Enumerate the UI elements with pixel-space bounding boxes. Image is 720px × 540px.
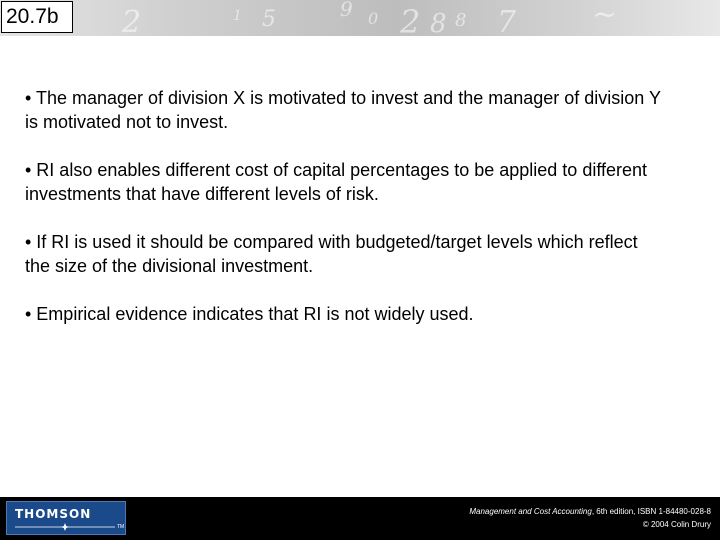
header-digit: 1 — [233, 8, 242, 24]
header-digit: 8 — [455, 10, 467, 31]
citation-book-title: Management and Cost Accounting — [469, 507, 592, 516]
book-citation — [469, 505, 711, 531]
bullet-item: • If RI is used it should be compared with budgeted/target levels which reflect the size of the divisional investment. — [25, 232, 638, 276]
header-digit: 2 — [122, 5, 142, 36]
footer-banner — [0, 497, 720, 540]
slide-number: 20.7b — [1, 1, 73, 33]
citation-copyright: © 2004 Colin Drury — [642, 520, 711, 529]
bullet-item: • The manager of division X is motivated to invest and the manager of division Y is motivated not to invest. — [25, 88, 661, 132]
header-digit: 2 — [400, 3, 421, 36]
header-digit: 0 — [368, 9, 379, 28]
citation-edition: , 6th edition, ISBN 1-84480-028-8 — [591, 507, 711, 516]
header-banner — [0, 0, 720, 36]
logo-wordmark: THOMSON — [15, 507, 92, 521]
logo-trademark: TM — [117, 524, 125, 530]
header-digit: 7 — [497, 5, 517, 36]
header-digit: 9 — [340, 0, 353, 21]
header-digit: 5 — [262, 7, 276, 32]
citation-line-1 — [469, 505, 711, 518]
logo-star-rule-icon — [15, 523, 115, 531]
header-digit: 8 — [430, 9, 447, 36]
bullet-item: • Empirical evidence indicates that RI is not widely used. — [25, 304, 474, 324]
header-digit-texture — [0, 0, 720, 36]
bullet-item: • RI also enables different cost of capital percentages to be applied to different investments that have different levels of risk. — [25, 160, 648, 204]
header-digit: ~ — [592, 0, 618, 32]
publisher-logo — [6, 501, 126, 535]
bullet-list — [25, 86, 665, 326]
